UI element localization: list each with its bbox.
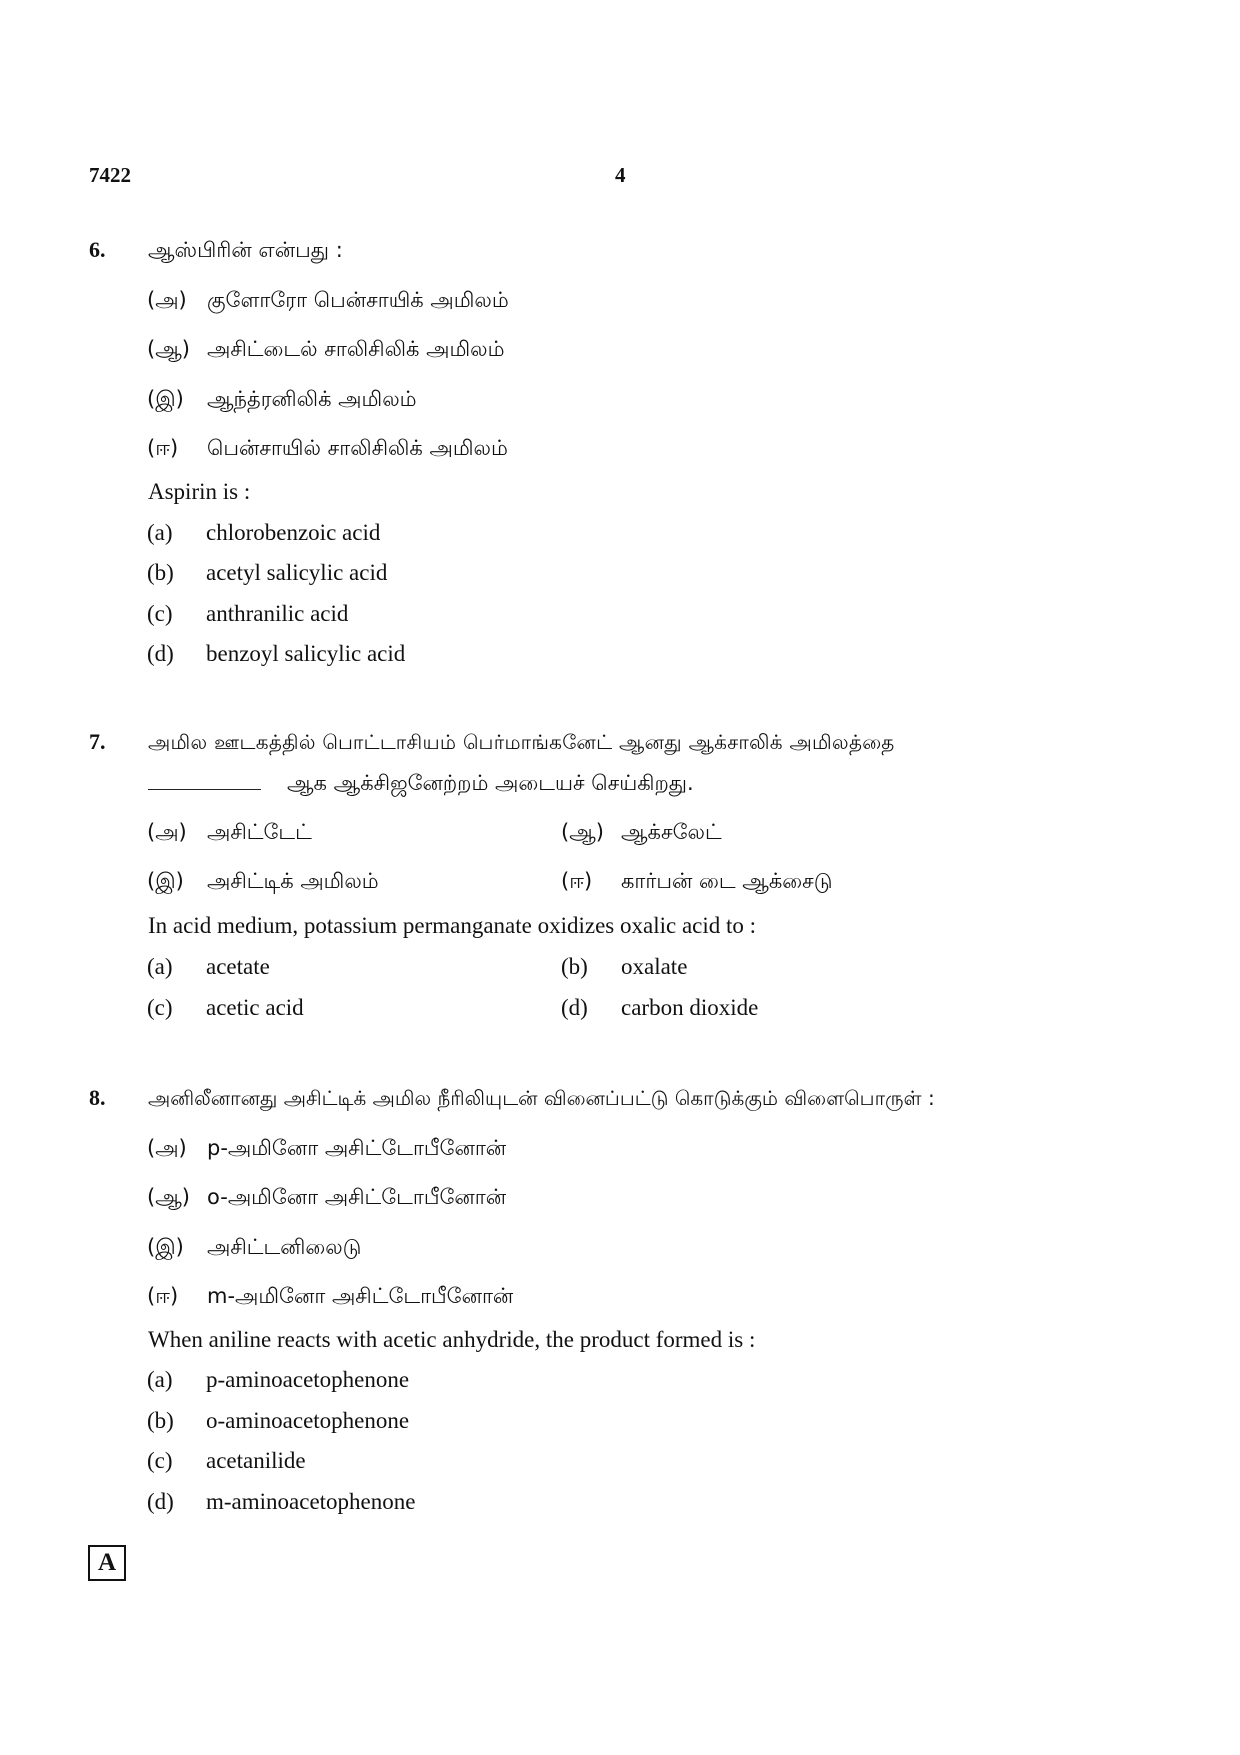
option-text-english: o-aminoacetophenone — [206, 1408, 410, 1433]
option-text-english: acetyl salicylic acid — [206, 560, 388, 585]
option-label-tamil: (ஈ) — [147, 436, 179, 460]
option-label-english: (a) — [147, 1367, 173, 1392]
option-text-english: benzoyl salicylic acid — [206, 641, 406, 666]
option-label-tamil: (இ) — [147, 387, 184, 411]
option-label-tamil: (ஆ) — [147, 337, 190, 361]
option-label-tamil: (அ) — [147, 1136, 187, 1160]
question-text-tamil-continued: ஆக ஆக்சிஜனேற்றம் அடையச் செய்கிறது. — [287, 771, 694, 795]
option-text-tamil: கார்பன் டை ஆக்சைடு — [621, 869, 833, 893]
question-text-english: Aspirin is : — [148, 479, 251, 504]
option-label-english: (c) — [147, 601, 173, 626]
page-number: 4 — [615, 163, 626, 187]
booklet-series-letter: A — [97, 1549, 117, 1576]
option-label-english: (c) — [147, 995, 173, 1020]
option-text-tamil: குளோரோ பென்சாயிக் அமிலம் — [207, 288, 509, 312]
option-text-tamil: அசிட்டிக் அமிலம் — [207, 869, 379, 893]
option-text-tamil: அசிட்டனிலைடு — [207, 1235, 362, 1259]
option-label-english: (d) — [147, 1489, 174, 1514]
option-label-tamil: (ஆ) — [147, 1185, 190, 1209]
option-label-tamil: (ஈ) — [147, 1284, 179, 1308]
question-number: 6. — [89, 237, 106, 262]
booklet-code: 7422 — [89, 163, 131, 187]
option-text-english: oxalate — [621, 954, 688, 979]
option-text-english: chlorobenzoic acid — [206, 520, 381, 545]
option-label-tamil: (அ) — [147, 820, 187, 844]
option-text-english: carbon dioxide — [621, 995, 759, 1020]
fill-in-blank — [148, 789, 261, 790]
option-label-english: (b) — [147, 1408, 174, 1433]
question-text-tamil: ஆஸ்பிரின் என்பது : — [148, 238, 343, 262]
option-label-english: (b) — [147, 560, 174, 585]
option-label-tamil: (இ) — [147, 869, 184, 893]
option-label-tamil: (அ) — [147, 288, 187, 312]
option-text-tamil: ஆந்த்ரனிலிக் அமிலம் — [207, 387, 417, 411]
option-text-tamil: m-அமினோ அசிட்டோபீனோன் — [207, 1284, 514, 1308]
option-label-english: (c) — [147, 1448, 173, 1473]
option-label-english: (d) — [561, 995, 588, 1020]
option-label-english: (a) — [147, 520, 173, 545]
option-label-english: (d) — [147, 641, 174, 666]
option-text-english: p-aminoacetophenone — [206, 1367, 410, 1392]
question-text-tamil: அனிலீனானது அசிட்டிக் அமில நீரிலியுடன் வினைப்பட்டு கொடுக்கும் விளைபொருள் : — [148, 1086, 935, 1110]
option-text-tamil: o-அமினோ அசிட்டோபீனோன் — [207, 1185, 507, 1209]
option-label-english: (a) — [147, 954, 173, 979]
option-text-english: acetate — [206, 954, 270, 979]
booklet-series-box — [88, 1545, 126, 1581]
question-number: 8. — [89, 1085, 106, 1110]
option-label-tamil: (ஈ) — [561, 869, 593, 893]
option-text-english: m-aminoacetophenone — [206, 1489, 416, 1514]
option-text-tamil: பென்சாயில் சாலிசிலிக் அமிலம் — [207, 436, 508, 460]
question-number: 7. — [89, 729, 106, 754]
option-label-tamil: (இ) — [147, 1235, 184, 1259]
question-text-english: When aniline reacts with acetic anhydride, the product formed is : — [148, 1327, 756, 1352]
option-text-english: anthranilic acid — [206, 601, 349, 626]
option-text-tamil: ஆக்சலேட் — [621, 820, 722, 844]
option-label-tamil: (ஆ) — [561, 820, 604, 844]
option-label-english: (b) — [561, 954, 588, 979]
option-text-tamil: அசிட்டைல் சாலிசிலிக் அமிலம் — [207, 337, 505, 361]
option-text-english: acetic acid — [206, 995, 304, 1020]
option-text-tamil: p-அமினோ அசிட்டோபீனோன் — [207, 1136, 507, 1160]
option-text-tamil: அசிட்டேட் — [207, 820, 312, 844]
question-text-english: In acid medium, potassium permanganate oxidizes oxalic acid to : — [148, 913, 757, 938]
question-text-tamil: அமில ஊடகத்தில் பொட்டாசியம் பெர்மாங்கனேட் ஆனது ஆக்சாலிக் அமிலத்தை — [148, 730, 895, 754]
option-text-english: acetanilide — [206, 1448, 306, 1473]
